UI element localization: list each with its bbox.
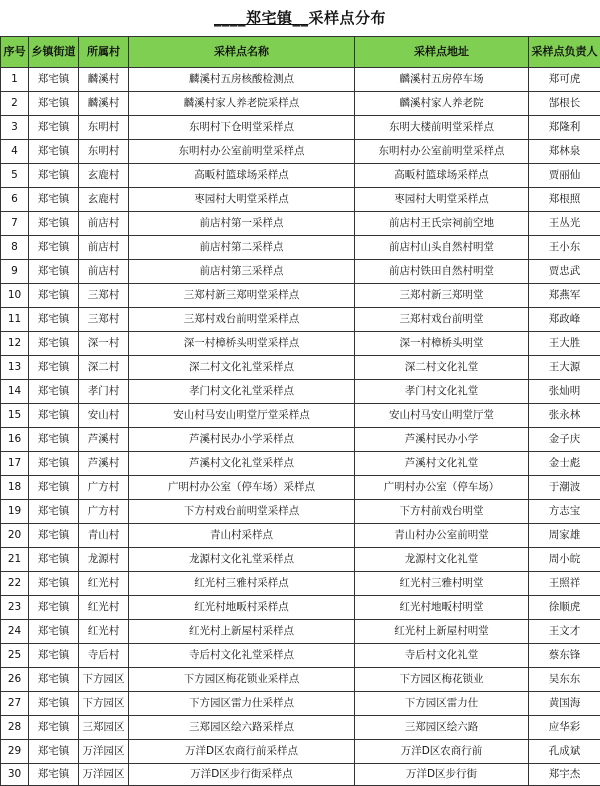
cell-town: 郑宅镇: [29, 140, 79, 164]
table-row: [1, 236, 600, 260]
cell-town: 郑宅镇: [29, 668, 79, 692]
cell-town: 郑宅镇: [29, 404, 79, 428]
cell-site-address: 下方村前戏台明堂: [355, 500, 529, 524]
cell-person-in-charge: 郜根长: [529, 92, 600, 116]
cell-person-in-charge: 王大胜: [529, 332, 600, 356]
cell-site-name: 下方园区雷力仕采样点: [129, 692, 355, 716]
cell-town: 郑宅镇: [29, 236, 79, 260]
cell-person-in-charge: 于潮波: [529, 476, 600, 500]
cell-index: 8: [1, 236, 29, 260]
cell-town: 郑宅镇: [29, 212, 79, 236]
cell-site-name: 孝门村文化礼堂采样点: [129, 380, 355, 404]
cell-site-address: 高畈村篮球场采样点: [355, 164, 529, 188]
cell-village: 深一村: [79, 332, 129, 356]
cell-town: 郑宅镇: [29, 332, 79, 356]
cell-site-address: 前店村王氏宗祠前空地: [355, 212, 529, 236]
cell-site-name: 枣园村大明堂采样点: [129, 188, 355, 212]
cell-village: 红光村: [79, 596, 129, 620]
cell-site-address: 芦溪村民办小学: [355, 428, 529, 452]
cell-index: 15: [1, 404, 29, 428]
table-row: [1, 716, 600, 740]
cell-site-name: 麟溪村五房核酸检测点: [129, 68, 355, 92]
cell-village: 下方园区: [79, 668, 129, 692]
cell-site-address: 前店村山头自然村明堂: [355, 236, 529, 260]
cell-site-address: 前店村铁田自然村明堂: [355, 260, 529, 284]
cell-site-name: 三郑村戏台前明堂采样点: [129, 308, 355, 332]
cell-index: 18: [1, 476, 29, 500]
cell-index: 9: [1, 260, 29, 284]
table-row: [1, 692, 600, 716]
cell-site-address: 东明村办公室前明堂采样点: [355, 140, 529, 164]
table-row: [1, 356, 600, 380]
cell-index: 6: [1, 188, 29, 212]
cell-village: 东明村: [79, 140, 129, 164]
title-town: 郑宅镇: [246, 9, 293, 27]
cell-index: 23: [1, 596, 29, 620]
cell-town: 郑宅镇: [29, 260, 79, 284]
cell-index: 22: [1, 572, 29, 596]
cell-index: 13: [1, 356, 29, 380]
cell-site-address: 万洋D区步行街: [355, 764, 529, 786]
table-row: [1, 572, 600, 596]
table-row: [1, 284, 600, 308]
cell-person-in-charge: 郑林泉: [529, 140, 600, 164]
cell-town: 郑宅镇: [29, 644, 79, 668]
table-row: [1, 68, 600, 92]
cell-village: 下方园区: [79, 692, 129, 716]
cell-person-in-charge: 方志宝: [529, 500, 600, 524]
cell-site-name: 前店村第三采样点: [129, 260, 355, 284]
cell-person-in-charge: 贾丽仙: [529, 164, 600, 188]
cell-site-address: 万洋D区农商行前: [355, 740, 529, 764]
cell-site-name: 三郑园区绘六路采样点: [129, 716, 355, 740]
cell-village: 东明村: [79, 116, 129, 140]
cell-person-in-charge: 郑隆利: [529, 116, 600, 140]
cell-person-in-charge: 张永林: [529, 404, 600, 428]
cell-person-in-charge: 王文才: [529, 620, 600, 644]
cell-site-address: 下方园区梅花锁业: [355, 668, 529, 692]
cell-person-in-charge: 王大源: [529, 356, 600, 380]
cell-town: 郑宅镇: [29, 500, 79, 524]
cell-village: 前店村: [79, 260, 129, 284]
cell-index: 30: [1, 764, 29, 786]
table-row: [1, 620, 600, 644]
cell-index: 21: [1, 548, 29, 572]
cell-person-in-charge: 郑宇杰: [529, 764, 600, 786]
header-cell-village: 所属村: [79, 37, 129, 68]
table-row: [1, 548, 600, 572]
cell-town: 郑宅镇: [29, 692, 79, 716]
title-blank-prefix: ____: [214, 9, 246, 27]
cell-village: 孝门村: [79, 380, 129, 404]
table-row: [1, 188, 600, 212]
cell-site-name: 下方园区梅花锁业采样点: [129, 668, 355, 692]
cell-town: 郑宅镇: [29, 572, 79, 596]
table-row: [1, 476, 600, 500]
cell-index: 16: [1, 428, 29, 452]
title-suffix: 采样点分布: [309, 9, 387, 27]
table-row: [1, 164, 600, 188]
table-row: [1, 212, 600, 236]
cell-index: 1: [1, 68, 29, 92]
cell-person-in-charge: 蔡东锋: [529, 644, 600, 668]
cell-site-name: 三郑村新三郑明堂采样点: [129, 284, 355, 308]
cell-site-name: 红光村上新屋村采样点: [129, 620, 355, 644]
table-row: [1, 740, 600, 764]
table-row: [1, 764, 600, 786]
cell-site-name: 下方村戏台前明堂采样点: [129, 500, 355, 524]
table-row: [1, 308, 600, 332]
table-row: [1, 140, 600, 164]
header-cell-person-in-charge: 采样点负责人: [529, 37, 600, 68]
cell-site-name: 龙源村文化礼堂采样点: [129, 548, 355, 572]
cell-site-name: 万洋D区步行街采样点: [129, 764, 355, 786]
cell-index: 25: [1, 644, 29, 668]
cell-person-in-charge: 郑燕军: [529, 284, 600, 308]
cell-village: 寺后村: [79, 644, 129, 668]
table-row: [1, 332, 600, 356]
cell-town: 郑宅镇: [29, 548, 79, 572]
table-row: [1, 668, 600, 692]
cell-site-address: 红光村上新屋村明堂: [355, 620, 529, 644]
cell-village: 红光村: [79, 620, 129, 644]
cell-town: 郑宅镇: [29, 356, 79, 380]
cell-village: 万洋园区: [79, 764, 129, 786]
cell-site-name: 前店村第二采样点: [129, 236, 355, 260]
cell-person-in-charge: 郑根照: [529, 188, 600, 212]
cell-village: 芦溪村: [79, 428, 129, 452]
cell-village: 安山村: [79, 404, 129, 428]
cell-village: 青山村: [79, 524, 129, 548]
cell-site-address: 三郑村戏台前明堂: [355, 308, 529, 332]
cell-site-name: 安山村马安山明堂厅堂采样点: [129, 404, 355, 428]
cell-site-name: 东明村办公室前明堂采样点: [129, 140, 355, 164]
cell-town: 郑宅镇: [29, 164, 79, 188]
cell-index: 2: [1, 92, 29, 116]
table-body: [1, 68, 600, 786]
cell-site-name: 前店村第一采样点: [129, 212, 355, 236]
cell-village: 龙源村: [79, 548, 129, 572]
table-row: [1, 524, 600, 548]
cell-site-name: 芦溪村民办小学采样点: [129, 428, 355, 452]
cell-index: 28: [1, 716, 29, 740]
table-row: [1, 260, 600, 284]
cell-index: 17: [1, 452, 29, 476]
cell-person-in-charge: 金子庆: [529, 428, 600, 452]
cell-town: 郑宅镇: [29, 380, 79, 404]
table-row: [1, 404, 600, 428]
cell-site-address: 龙源村文化礼堂: [355, 548, 529, 572]
cell-person-in-charge: 徐顺虎: [529, 596, 600, 620]
table-row: [1, 452, 600, 476]
cell-index: 10: [1, 284, 29, 308]
cell-site-name: 广明村办公室（停车场）采样点: [129, 476, 355, 500]
cell-index: 27: [1, 692, 29, 716]
cell-site-address: 三郑村新三郑明堂: [355, 284, 529, 308]
cell-person-in-charge: 贾忠武: [529, 260, 600, 284]
cell-index: 7: [1, 212, 29, 236]
cell-village: 万洋园区: [79, 740, 129, 764]
cell-person-in-charge: 王照祥: [529, 572, 600, 596]
cell-town: 郑宅镇: [29, 764, 79, 786]
cell-village: 三郑村: [79, 308, 129, 332]
cell-town: 郑宅镇: [29, 716, 79, 740]
cell-site-address: 孝门村文化礼堂: [355, 380, 529, 404]
cell-village: 麟溪村: [79, 68, 129, 92]
cell-town: 郑宅镇: [29, 188, 79, 212]
cell-person-in-charge: 黄国海: [529, 692, 600, 716]
cell-site-address: 寺后村文化礼堂: [355, 644, 529, 668]
cell-site-address: 芦溪村文化礼堂: [355, 452, 529, 476]
cell-town: 郑宅镇: [29, 524, 79, 548]
cell-town: 郑宅镇: [29, 284, 79, 308]
cell-person-in-charge: 应华彩: [529, 716, 600, 740]
cell-index: 29: [1, 740, 29, 764]
cell-index: 26: [1, 668, 29, 692]
sampling-point-table: [0, 36, 600, 786]
cell-index: 3: [1, 116, 29, 140]
cell-site-name: 深二村文化礼堂采样点: [129, 356, 355, 380]
cell-village: 芦溪村: [79, 452, 129, 476]
cell-site-address: 红光村地畈村明堂: [355, 596, 529, 620]
header-cell-index: 序号: [1, 37, 29, 68]
table-row: [1, 428, 600, 452]
cell-person-in-charge: 周家雄: [529, 524, 600, 548]
cell-site-address: 深二村文化礼堂: [355, 356, 529, 380]
header-cell-site-name: 采样点名称: [129, 37, 355, 68]
title-blank-mid: __: [293, 9, 309, 27]
cell-town: 郑宅镇: [29, 68, 79, 92]
cell-site-name: 麟溪村家人养老院采样点: [129, 92, 355, 116]
cell-index: 12: [1, 332, 29, 356]
header-cell-town: 乡镇街道: [29, 37, 79, 68]
cell-village: 玄鹿村: [79, 188, 129, 212]
cell-site-address: 安山村马安山明堂厅堂: [355, 404, 529, 428]
sheet-title: [0, 0, 600, 36]
cell-site-name: 万洋D区农商行前采样点: [129, 740, 355, 764]
cell-person-in-charge: 张灿明: [529, 380, 600, 404]
table-row: [1, 380, 600, 404]
cell-person-in-charge: 吴东东: [529, 668, 600, 692]
cell-village: 麟溪村: [79, 92, 129, 116]
cell-town: 郑宅镇: [29, 428, 79, 452]
header-row: [1, 37, 600, 68]
cell-site-address: 下方园区雷力仕: [355, 692, 529, 716]
cell-person-in-charge: 郑政峰: [529, 308, 600, 332]
cell-site-address: 红光村三雅村明堂: [355, 572, 529, 596]
cell-site-address: 枣园村大明堂采样点: [355, 188, 529, 212]
cell-town: 郑宅镇: [29, 308, 79, 332]
cell-village: 三郑村: [79, 284, 129, 308]
cell-person-in-charge: 王丛光: [529, 212, 600, 236]
cell-town: 郑宅镇: [29, 116, 79, 140]
cell-site-address: 东明大楼前明堂采样点: [355, 116, 529, 140]
cell-town: 郑宅镇: [29, 596, 79, 620]
table-row: [1, 92, 600, 116]
table-row: [1, 644, 600, 668]
cell-person-in-charge: 王小东: [529, 236, 600, 260]
cell-site-address: 广明村办公室（停车场）: [355, 476, 529, 500]
cell-village: 广方村: [79, 500, 129, 524]
cell-town: 郑宅镇: [29, 452, 79, 476]
cell-town: 郑宅镇: [29, 92, 79, 116]
cell-site-name: 东明村下仓明堂采样点: [129, 116, 355, 140]
cell-village: 红光村: [79, 572, 129, 596]
header-cell-site-address: 采样点地址: [355, 37, 529, 68]
cell-village: 深二村: [79, 356, 129, 380]
cell-index: 19: [1, 500, 29, 524]
cell-index: 11: [1, 308, 29, 332]
cell-person-in-charge: 金士彪: [529, 452, 600, 476]
cell-index: 5: [1, 164, 29, 188]
cell-site-name: 青山村采样点: [129, 524, 355, 548]
table-row: [1, 500, 600, 524]
cell-village: 前店村: [79, 212, 129, 236]
cell-person-in-charge: 孔成斌: [529, 740, 600, 764]
cell-town: 郑宅镇: [29, 476, 79, 500]
table-row: [1, 596, 600, 620]
cell-site-address: 三郑园区绘六路: [355, 716, 529, 740]
cell-site-name: 高畈村篮球场采样点: [129, 164, 355, 188]
cell-index: 14: [1, 380, 29, 404]
cell-site-name: 芦溪村文化礼堂采样点: [129, 452, 355, 476]
cell-site-address: 深一村樟桥头明堂: [355, 332, 529, 356]
cell-site-name: 红光村地畈村采样点: [129, 596, 355, 620]
cell-site-name: 红光村三雅村采样点: [129, 572, 355, 596]
cell-site-name: 寺后村文化礼堂采样点: [129, 644, 355, 668]
cell-town: 郑宅镇: [29, 740, 79, 764]
cell-index: 4: [1, 140, 29, 164]
cell-village: 玄鹿村: [79, 164, 129, 188]
cell-town: 郑宅镇: [29, 620, 79, 644]
table-row: [1, 116, 600, 140]
cell-site-address: 麟溪村家人养老院: [355, 92, 529, 116]
cell-site-address: 青山村办公室前明堂: [355, 524, 529, 548]
cell-village: 三郑园区: [79, 716, 129, 740]
cell-index: 20: [1, 524, 29, 548]
cell-site-address: 麟溪村五房停车场: [355, 68, 529, 92]
cell-index: 24: [1, 620, 29, 644]
cell-person-in-charge: 周小皖: [529, 548, 600, 572]
cell-person-in-charge: 郑可虎: [529, 68, 600, 92]
cell-village: 前店村: [79, 236, 129, 260]
cell-site-name: 深一村樟桥头明堂采样点: [129, 332, 355, 356]
cell-village: 广方村: [79, 476, 129, 500]
